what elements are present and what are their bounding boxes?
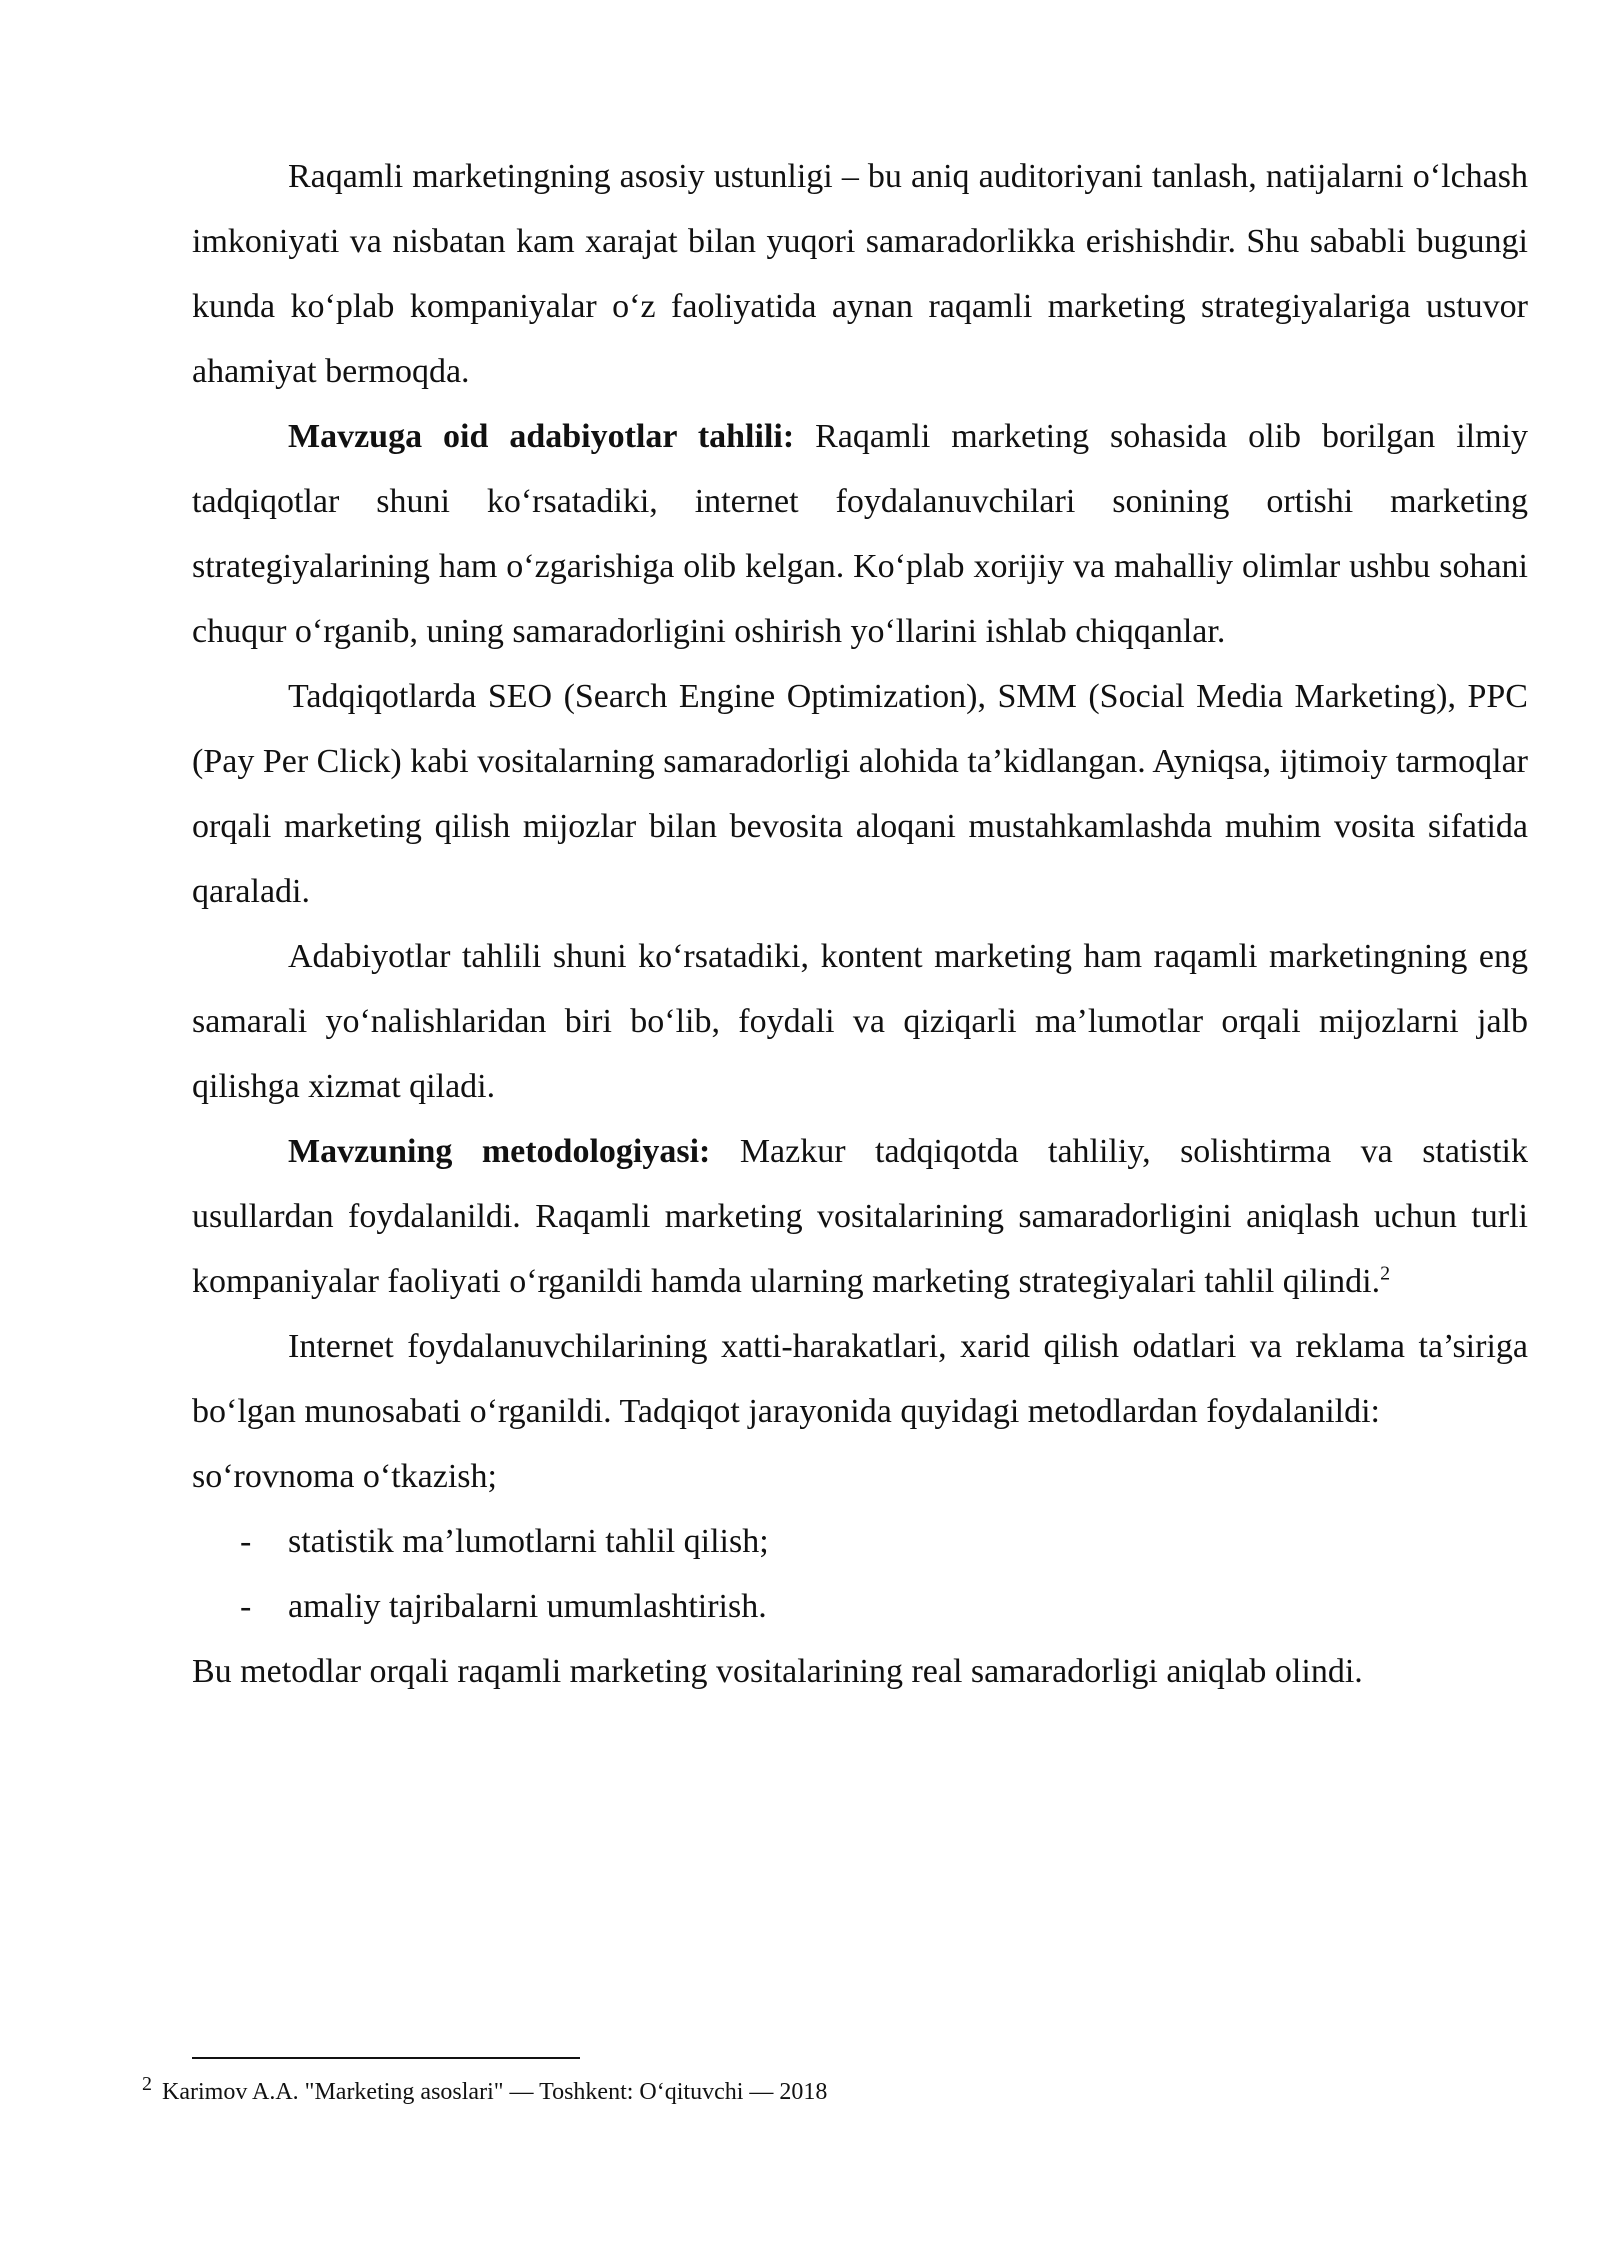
- paragraph-text: Tadqiqotlarda SEO (Search Engine Optimization), SMM (Social Media Marketing), PPC (Pay Per Click) kabi vositalarning samaradorligi alohida ta’kidlangan. Ayniqsa, ijtimoiy tarmoqlar orqali marketing qilish mijozlar bilan bevosita aloqani mustahkamlashda muhim vosita sifatida qaraladi.: [192, 678, 1528, 910]
- list-item: [192, 1509, 1528, 1574]
- list-item-text: amaliy tajribalarni umumlashtirish.: [288, 1588, 767, 1625]
- footnote-text: Karimov A.A. "Marketing asoslari" — Toshkent: Oʻqituvchi — 2018: [162, 2079, 828, 2105]
- paragraph-literature-review: [192, 404, 1528, 664]
- paragraph-user-behavior: [192, 1314, 1528, 1444]
- list-item: [192, 1574, 1528, 1639]
- paragraph-methodology: [192, 1119, 1528, 1314]
- section-heading-methodology: Mavzuning metodologiyasi:: [288, 1133, 711, 1170]
- paragraph-intro: [192, 144, 1528, 404]
- footnote-number: 2: [142, 2073, 152, 2095]
- footnote-reference[interactable]: 2: [1380, 1262, 1391, 1285]
- body-text: [192, 144, 1528, 1704]
- section-heading-literature: Mavzuga oid adabiyotlar tahlili:: [288, 418, 795, 455]
- footnote-separator: [192, 2057, 580, 2059]
- dash-bullet: -: [240, 1588, 252, 1625]
- paragraph-text: Raqamli marketingning asosiy ustunligi – bu aniq auditoriyani tanlash, natijalarni oʻlchash imkoniyati va nisbatan kam xarajat bilan yuqori samaradorlikka erishishdir. Shu sababli bugungi kunda koʻplab kompaniyalar oʻz faoliyatida aynan raqamli marketing strategiyalariga ustuvor ahamiyat bermoqda.: [192, 158, 1528, 390]
- methods-list: [192, 1509, 1528, 1639]
- paragraph-text: Raqamli marketing sohasida olib borilgan ilmiy tadqiqotlar shuni koʻrsatadiki, internet foydalanuvchilari sonining ortishi marketing strategiyalarining ham oʻzgarishiga olib kelgan. Koʻplab xorijiy va mahalliy olimlar ushbu sohani chuqur oʻrganib, uning samaradorligini oshirish yoʻllarini ishlab chiqqanlar.: [192, 418, 1528, 650]
- footnote: [142, 2073, 828, 2108]
- paragraph-research-tools: [192, 664, 1528, 924]
- dash-bullet: -: [240, 1523, 252, 1560]
- paragraph-text: Mazkur tadqiqotda tahliliy, solishtirma va statistik usullardan foydalanildi. Raqamli marketing vositalarining samaradorligini aniqlash uchun turli kompaniyalar faoliyati oʻrganildi hamda ularning marketing strategiyalari tahlil qilindi.: [192, 1133, 1528, 1300]
- list-intro: soʻrovnoma oʻtkazish;: [192, 1458, 497, 1495]
- paragraph-text: Internet foydalanuvchilarining xatti-harakatlari, xarid qilish odatlari va reklama ta’siriga boʻlgan munosabati oʻrganildi. Tadqiqot jarayonida quyidagi metodlardan foydalanildi:: [192, 1328, 1528, 1430]
- paragraph-content-marketing: [192, 924, 1528, 1119]
- closing-sentence: Bu metodlar orqali raqamli marketing vositalarining real samaradorligi aniqlab olindi.: [192, 1653, 1363, 1690]
- paragraph-text: Adabiyotlar tahlili shuni koʻrsatadiki, kontent marketing ham raqamli marketingning eng samarali yoʻnalishlaridan biri boʻlib, foydali va qiziqarli ma’lumotlar orqali mijozlarni jalb qilishga xizmat qiladi.: [192, 938, 1528, 1105]
- list-item-text: statistik ma’lumotlarni tahlil qilish;: [288, 1523, 769, 1560]
